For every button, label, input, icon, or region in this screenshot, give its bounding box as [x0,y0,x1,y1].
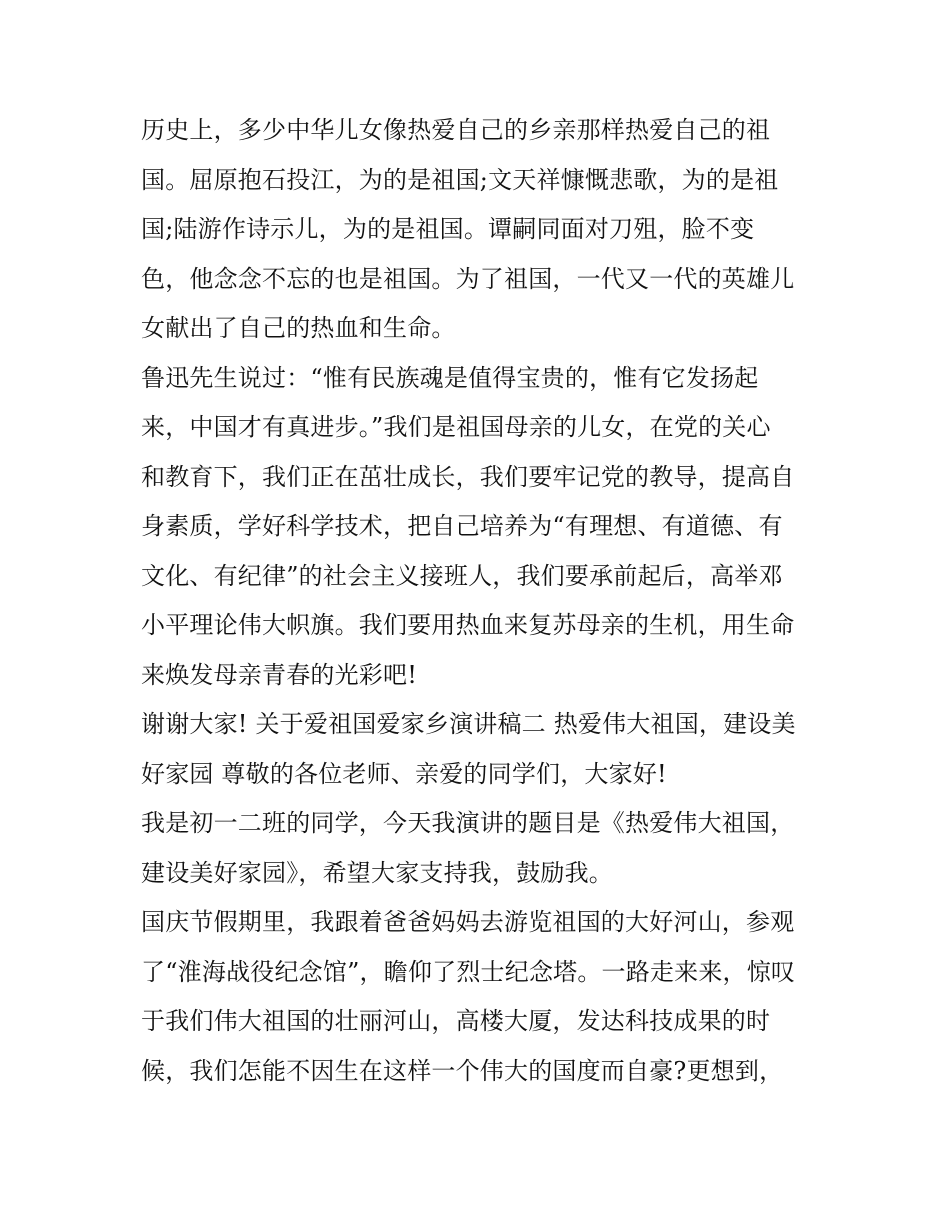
text-line: 于我们伟大祖国的壮丽河山，高楼大厦，发达科技成果的时 [141,1007,771,1035]
text-line: 女献出了自己的热血和生命。 [141,314,456,342]
text-line: 候，我们怎能不因生在这样一个伟大的国度而自豪?更想到， [141,1056,784,1085]
text-line: 小平理论伟大帜旗。我们要用热血来复苏母亲的生机，用生命 [141,611,795,639]
text-line: 我是初一二班的同学，今天我演讲的题目是《热爱伟大祖国， [141,809,795,837]
text-line: 了“淮海战役纪念馆”，瞻仰了烈士纪念塔。一路走来来，惊叹 [141,957,796,986]
text-line: 文化、有纪律”的社会主义接班人，我们要承前起后，高举邓 [141,561,783,590]
text-line: 身素质，学好科学技术，把自己培养为“有理想、有道德、有 [141,512,783,540]
text-line: 国。屈原抱石投江，为的是祖国;文天祥慷慨悲歌，为的是祖 [141,165,779,194]
text-line: 历史上，多少中华儿女像热爱自己的乡亲那样热爱自己的祖 [141,116,771,144]
text-line: 来，中国才有真进步。”我们是祖国母亲的儿女，在党的关心 [141,413,771,441]
text-line: 和教育下，我们正在茁壮成长，我们要牢记党的教导，提高自 [141,462,795,491]
text-line: 来焕发母亲青春的光彩吧! [141,660,418,689]
text-line: 鲁迅先生说过：“惟有民族魂是值得宝贵的，惟有它发扬起 [141,363,759,392]
text-line: 好家园 尊敬的各位老师、亲爱的同学们，大家好! [141,759,667,788]
text-line: 谢谢大家! 关于爱祖国爱家乡演讲稿二 热爱伟大祖国，建设美 [141,710,796,738]
speech-text-body [141,106,821,1096]
text-line: 建设美好家园》，希望大家支持我，鼓励我。 [141,858,613,887]
text-line: 国;陆游作诗示儿，为的是祖国。谭嗣同面对刀殂，脸不变 [141,215,755,243]
text-line: 国庆节假期里，我跟着爸爸妈妈去游览祖国的大好河山，参观 [141,908,795,936]
text-line: 色，他念念不忘的也是祖国。为了祖国，一代又一代的英雄儿 [141,264,795,293]
